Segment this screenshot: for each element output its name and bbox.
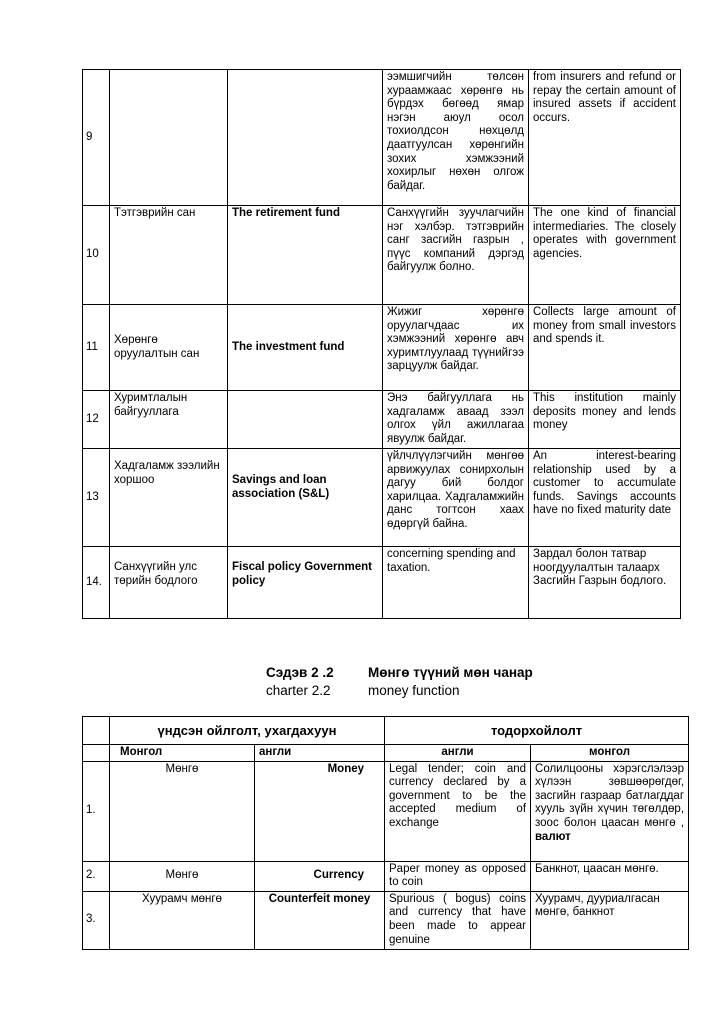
definition-mongolian-text: Солилцооны хэрэгслэлээр хүлээн зөвшөөрөгдөг, засгийн газраар батлагддаг хууль зүйн хүчин төгөлдөр, зоос болон цаасан мөнгө , <box>535 762 685 829</box>
definition-mongolian: Санхүүгийн зуучлагчийн нэг хэлбэр. тэтгэврийн санг засгийн газрын , пүүс компаний дэргэд байгуулж болно. <box>383 206 529 305</box>
row-number: 1. <box>83 761 110 861</box>
definition-mongolian: concerning spending and taxation. <box>383 547 529 619</box>
table-row <box>83 449 681 547</box>
definition-mongolian: Хуурамч, дууриалгасан мөнгө, банкнот <box>531 891 689 949</box>
term-mongolian-text: Санхүүгийн улс төрийн бодлого <box>114 561 198 587</box>
row-number: 12 <box>83 391 110 449</box>
term-english-text: Savings and loan association (S&L <box>232 474 327 500</box>
term-mongolian: Хуримтлалын байгууллага <box>110 391 228 449</box>
table-row <box>83 206 681 305</box>
table-header-row <box>83 717 689 745</box>
term-mongolian <box>110 449 228 547</box>
row-number: 3. <box>83 891 110 949</box>
definition-mongolian <box>531 761 689 861</box>
table-row <box>83 391 681 449</box>
table-row <box>83 547 681 619</box>
term-mongolian-text: Хадгаламж зээлийн хоршоо <box>114 460 220 486</box>
subheader-mongolian: Монгол <box>110 745 255 762</box>
definition-english: Collects large amount of money from small investors and spends it. <box>529 305 681 391</box>
header-definition: тодорхойлолт <box>385 717 689 745</box>
term-english: Currency <box>255 861 385 891</box>
term-mongolian: Мөнгө <box>110 761 255 861</box>
definition-english: Зардал болон татвар ноогдуулалтын талаарх Засгийн Газрын бодлого. <box>529 547 681 619</box>
term-mongolian <box>110 70 228 206</box>
row-number: 13 <box>83 449 110 547</box>
chapter-title: money function <box>368 683 460 698</box>
row-number: 14. <box>83 547 110 619</box>
subheader-english: англи <box>255 745 385 762</box>
definition-english: Spurious ( bogus) coins and currency that have been made to appear genuine <box>385 891 531 949</box>
term-english-text: Fiscal policy Government policy <box>232 561 372 587</box>
terms-table-2 <box>82 716 689 950</box>
term-english: The retirement fund <box>228 206 383 305</box>
term-english: Money <box>255 761 385 861</box>
term-english <box>228 70 383 206</box>
term-english: Counterfeit money <box>255 891 385 949</box>
row-number: 11 <box>83 305 110 391</box>
subheader-english-def: англи <box>385 745 531 762</box>
terms-table-1 <box>82 69 681 619</box>
subheader-mongolian-def: монгол <box>531 745 689 762</box>
table-row <box>83 891 689 949</box>
definition-english: An interest-bearing relationship used by a customer to accumulate funds. Savings accounts have no fixed maturity date <box>529 449 681 547</box>
term-mongolian: Хөрөнгө оруулалтын сан <box>110 305 228 391</box>
table-subheader-row <box>83 745 689 762</box>
definition-english: Paper money as opposed to coin <box>385 861 531 891</box>
table-row <box>83 305 681 391</box>
definition-english: The one kind of financial intermediaries. The closely operates with government agencies. <box>529 206 681 305</box>
section-title-text: Мөнгө түүний мөн чанар <box>368 665 533 680</box>
definition-mongolian: үйлчлүүлэгчийн мөнгөө арвижуулах сонирхолын дагуу бий болдог харилцаа. Хадгаламжийн данс тогтсон хаах өдөргүй байна. <box>383 449 529 547</box>
term-mongolian: Мөнгө <box>110 861 255 891</box>
definition-english: from insurers and refund or repay the certain amount of insured assets if accident occurs. <box>529 70 681 206</box>
term-english <box>228 547 383 619</box>
header-concepts: үндсэн ойлголт, ухагдахуун <box>110 717 385 745</box>
term-english <box>228 391 383 449</box>
definition-mongolian-bold: валют <box>535 830 571 843</box>
table-row <box>83 861 689 891</box>
definition-mongolian: ээмшигчийн төлсөн хураамжаас хөрөнгө нь бүрдэх бөгөөд ямар нэгэн аюул осол тохиолдсон нөхцөлд даатгуулсан хөрөнгийн зохих хэмжээний хохирлыг нөхөн олгож байдаг. <box>383 70 529 206</box>
definition-english: This institution mainly deposits money and lends money <box>529 391 681 449</box>
table-row <box>83 761 689 861</box>
term-mongolian: Хуурамч мөнгө <box>110 891 255 949</box>
term-english: The investment fund <box>228 305 383 391</box>
row-number: 2. <box>83 861 110 891</box>
definition-mongolian: Энэ байгууллага нь хадгаламж аваад зээл олгох үйл ажиллагаа явуулж байдаг. <box>383 391 529 449</box>
term-mongolian: Тэтгэврийн сан <box>110 206 228 305</box>
term-mongolian <box>110 547 228 619</box>
definition-english: Legal tender; coin and currency declared by a government to be the accepted medium of exchange <box>385 761 531 861</box>
table-row <box>83 70 681 206</box>
row-number: 10 <box>83 206 110 305</box>
section-number: Сэдэв 2 .2 <box>266 665 334 680</box>
term-english: Savings and loan association (S&L) <box>228 449 383 547</box>
chapter-number: charter 2.2 <box>266 683 331 698</box>
section-title <box>266 666 533 680</box>
section-subtitle <box>266 684 460 698</box>
row-number: 9 <box>83 70 110 206</box>
definition-mongolian: Банкнот, цаасан мөнгө. <box>531 861 689 891</box>
definition-mongolian: Жижиг хөрөнгө оруулагчдаас их хэмжээний хөрөнгө авч хуримтлуулаад түүнийгээ зарцуулж байдаг. <box>383 305 529 391</box>
